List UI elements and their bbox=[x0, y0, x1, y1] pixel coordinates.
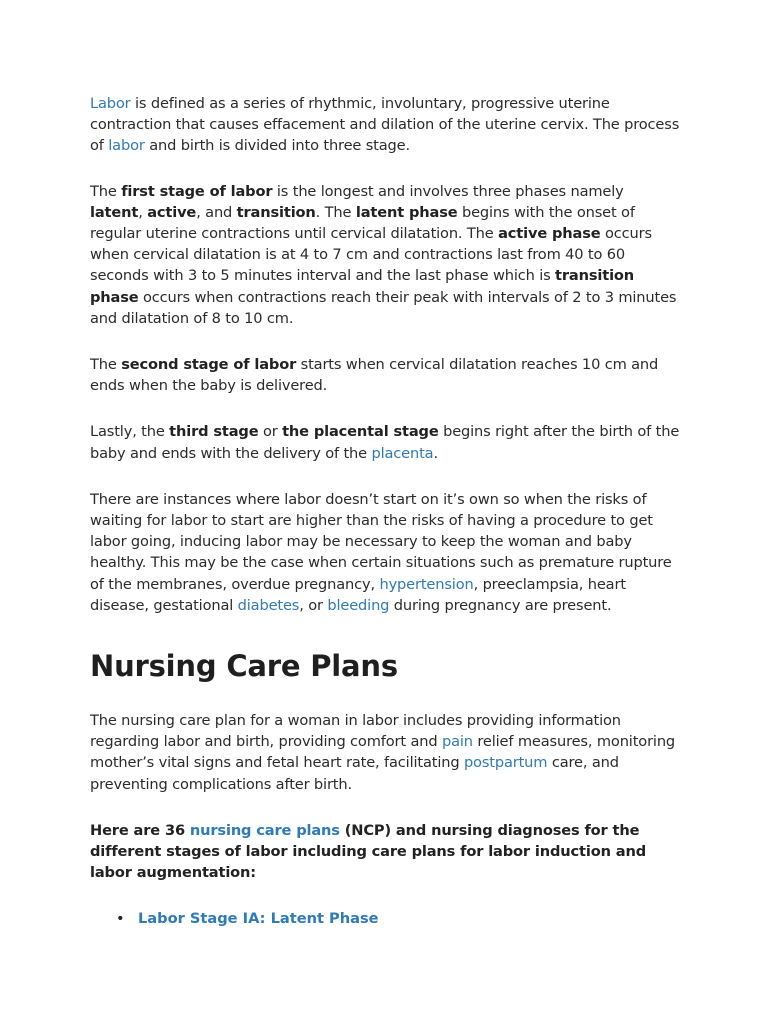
first-stage-text: occurs when contractions reach their peak with intervals of 2 to 3 minutes and dilatation of 8 to 10 cm. bbox=[90, 288, 677, 327]
postpartum-link[interactable]: postpartum bbox=[463, 754, 548, 772]
induction-text: , or bbox=[299, 596, 328, 614]
first-stage-text: is the longest and involves three phases namely bbox=[272, 182, 624, 200]
induction-text: There are instances where labor doesn’t start on it’s own so when the risks of waiting for labor to start are higher than the risks of having a procedure to get labor going, inducing labor may be necessary to keep the woman and baby healthy. This may be the case when certain situations such as premature rupture of the membranes, overdue pregnancy, bbox=[90, 490, 672, 593]
latent-phase-term: latent phase bbox=[355, 203, 458, 221]
pain-link[interactable]: pain bbox=[441, 733, 473, 751]
care-plan-text: relief measures, monitoring mother’s vital signs and fetal heart rate, facilitating bbox=[90, 733, 676, 772]
placental-stage-term: the placental stage bbox=[282, 423, 439, 441]
second-stage-term: second stage of labor bbox=[121, 356, 297, 374]
third-stage-text: begins right after the birth of the baby and ends with the delivery of the bbox=[90, 423, 680, 462]
diabetes-link[interactable]: diabetes bbox=[237, 596, 300, 614]
third-stage-term: third stage bbox=[169, 423, 259, 441]
labor-link[interactable]: Labor bbox=[90, 95, 131, 112]
first-stage-term: first stage of labor bbox=[121, 182, 273, 200]
labor-stage-ia-link[interactable]: Labor Stage IA: Latent Phase bbox=[138, 910, 379, 928]
placenta-link[interactable]: placenta bbox=[371, 444, 434, 462]
labor-link-2[interactable]: labor bbox=[108, 137, 145, 155]
first-stage-text: The bbox=[90, 182, 122, 200]
latent-term: latent bbox=[90, 203, 139, 221]
article-body bbox=[90, 93, 680, 930]
first-stage-paragraph bbox=[90, 181, 680, 329]
first-stage-text: , bbox=[138, 203, 148, 221]
active-term: active bbox=[147, 203, 197, 221]
list-item bbox=[116, 908, 680, 929]
third-stage-paragraph bbox=[90, 421, 680, 463]
induction-text: during pregnancy are present. bbox=[389, 596, 612, 614]
second-stage-paragraph bbox=[90, 354, 680, 396]
third-stage-text: Lastly, the bbox=[90, 423, 170, 441]
hypertension-link[interactable]: hypertension bbox=[379, 575, 474, 593]
summary-paragraph bbox=[90, 820, 680, 884]
care-plan-list bbox=[90, 908, 680, 929]
summary-text: (NCP) and nursing diagnoses for the different stages of labor including care plans for labor induction and labor augmentation: bbox=[90, 821, 646, 882]
bullet-icon: • bbox=[116, 910, 125, 928]
care-plan-paragraph bbox=[90, 710, 680, 795]
care-plan-text: The nursing care plan for a woman in labor includes providing information regarding labor and birth, providing comfort and bbox=[90, 712, 621, 751]
first-stage-text: occurs when cervical dilatation is at 4 to 7 cm and contractions last from 40 to 60 seconds with 3 to 5 minutes interval and the last phase which is bbox=[90, 225, 652, 285]
induction-paragraph bbox=[90, 489, 680, 616]
second-stage-text: The bbox=[90, 356, 122, 374]
intro-text-2: and birth is divided into three stage. bbox=[144, 137, 410, 155]
summary-text: Here are 36 bbox=[90, 821, 190, 839]
second-stage-text: starts when cervical dilatation reaches 10 cm and ends when the baby is delivered. bbox=[90, 356, 659, 395]
third-stage-text: . bbox=[433, 444, 438, 462]
intro-text-1: is defined as a series of rhythmic, involuntary, progressive uterine contraction that causes effacement and dilation of the uterine cervix. The process of bbox=[90, 95, 680, 155]
induction-text: , preeclampsia, heart disease, gestational bbox=[90, 575, 626, 614]
care-plan-text: care, and preventing complications after birth. bbox=[90, 754, 619, 793]
third-stage-text: or bbox=[258, 423, 283, 441]
first-stage-text: . The bbox=[315, 203, 356, 221]
intro-paragraph bbox=[90, 93, 680, 157]
active-phase-term: active phase bbox=[498, 225, 601, 243]
first-stage-text: , and bbox=[196, 203, 237, 221]
transition-term: transition bbox=[236, 203, 316, 221]
bleeding-link[interactable]: bleeding bbox=[327, 596, 390, 614]
nursing-care-plans-link[interactable]: nursing care plans bbox=[189, 821, 340, 839]
transition-phase-term: transition phase bbox=[90, 267, 635, 306]
first-stage-text: begins with the onset of regular uterine contractions until cervical dilatation. The bbox=[90, 203, 635, 243]
section-heading: Nursing Care Plans bbox=[90, 649, 398, 684]
